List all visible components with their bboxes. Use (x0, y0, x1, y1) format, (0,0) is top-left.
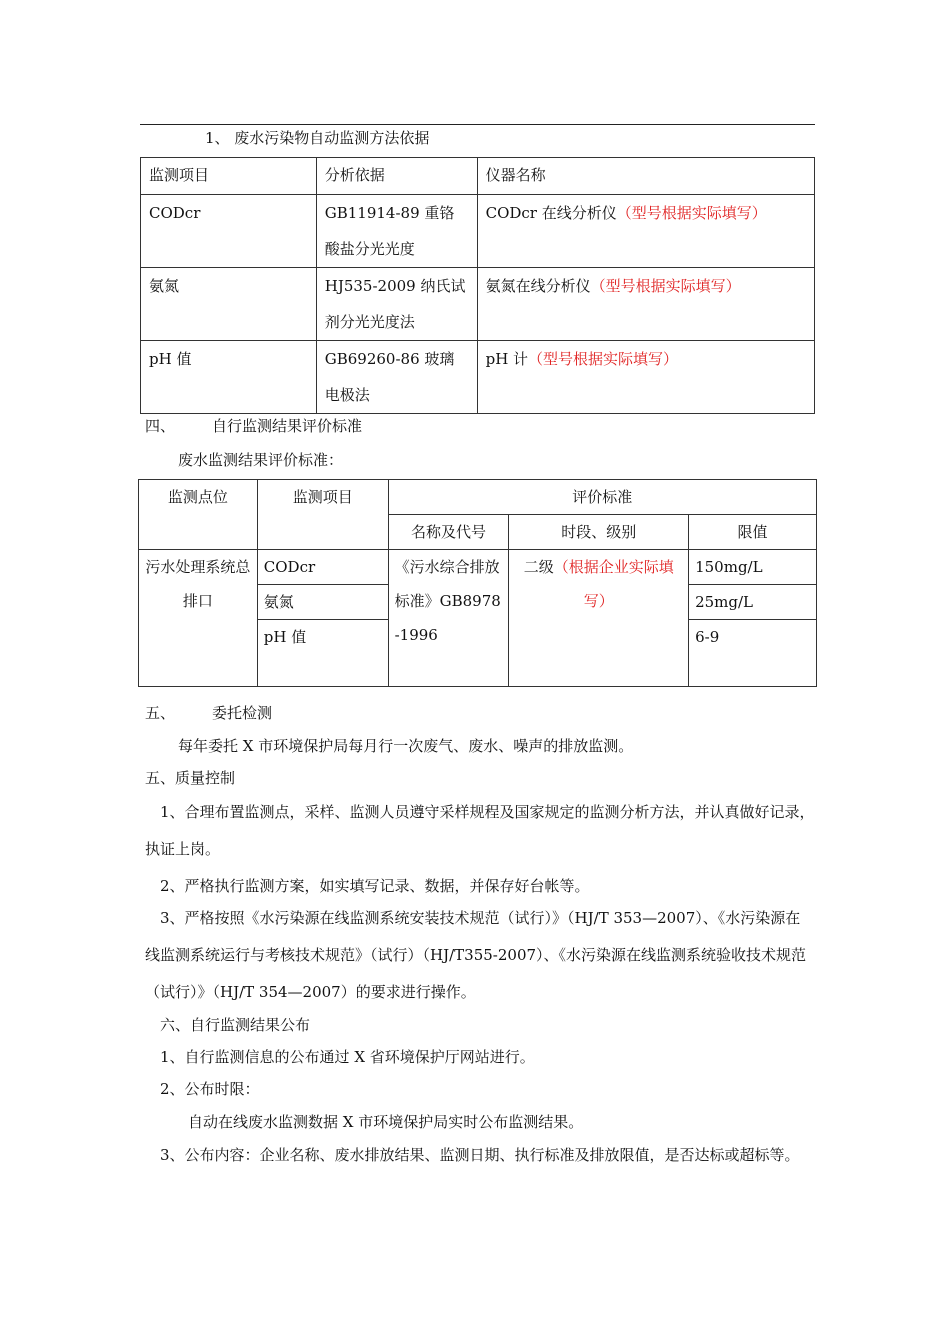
model-note: （型号根据实际填写） (616, 204, 767, 222)
item-cell: pH 值 (141, 341, 317, 414)
publish-item-2: 2、公布时限： (160, 1080, 260, 1098)
item-cell: pH 值 (257, 620, 388, 687)
monitoring-point-cell: 污水处理系统总排口 (139, 550, 258, 687)
method-table (140, 157, 815, 414)
model-note: （型号根据实际填写） (590, 277, 741, 295)
level-value: 二级 (523, 558, 554, 576)
instrument-cell (477, 268, 814, 341)
publish-item-2-text: 自动在线废水监测数据 X 市环境保护局实时公布监测结果。 (188, 1113, 584, 1131)
basis-cell: GB69260-86 玻璃电极法 (316, 341, 477, 414)
limit-cell: 6-9 (689, 620, 817, 687)
instrument-name: pH 计 (485, 350, 529, 368)
section-4-title: 自行监测结果评价标准 (212, 417, 363, 435)
instrument-name: CODcr 在线分析仪 (485, 204, 617, 222)
section-4-number: 四、 (145, 417, 176, 435)
section-4-subtitle: 废水监测结果评价标准： (178, 451, 344, 469)
evaluation-table (138, 479, 817, 687)
model-note: （型号根据实际填写） (528, 350, 679, 368)
basis-cell: HJ535-2009 纳氏试剂分光光度法 (316, 268, 477, 341)
header-item: 监测项目 (141, 158, 317, 195)
section-1-title: 1、 废水污染物自动监测方法依据 (205, 129, 430, 147)
qc-item-1: 1、合理布置监测点，采样、监测人员遵守采样规程及国家规定的监测分析方法，并认真做好记录，执证上岗。 (145, 803, 815, 858)
instrument-cell (477, 195, 814, 268)
standard-name-cell: 《污水综合排放标准》GB8978-1996 (388, 550, 509, 687)
level-note: （根据企业实际填写） (553, 558, 674, 610)
item-cell: 氨氮 (141, 268, 317, 341)
header-level: 时段、级别 (509, 515, 689, 550)
qc-item-2: 2、严格执行监测方案，如实填写记录、数据，并保存好台帐等。 (160, 877, 590, 895)
header-item: 监测项目 (257, 480, 388, 550)
limit-cell: 25mg/L (689, 585, 817, 620)
header-rule (140, 124, 815, 125)
item-cell: CODcr (141, 195, 317, 268)
section-6-title: 六、自行监测结果公布 (160, 1016, 311, 1034)
publish-item-3: 3、公布内容：企业名称、废水排放结果、监测日期、执行标准及排放限值，是否达标或超标等。 (160, 1146, 800, 1164)
section-5a-text: 每年委托 X 市环境保护局每月行一次废气、废水、噪声的排放监测。 (178, 737, 634, 755)
header-standard: 评价标准 (388, 480, 816, 515)
instrument-name: 氨氮在线分析仪 (485, 277, 591, 295)
header-limit: 限值 (689, 515, 817, 550)
item-cell: 氨氮 (257, 585, 388, 620)
header-instrument: 仪器名称 (477, 158, 814, 195)
header-basis: 分析依据 (316, 158, 477, 195)
qc-item-3: 3、严格按照《水污染源在线监测系统安装技术规范（试行）》（HJ/T 353—2007）、《水污染源在线监测系统运行与考核技术规范》（试行）（HJ/T355-2007）、《水污染源在线监测系统验收技术规范（试行）》（HJ/T 354—2007）的要求进行操作。 (145, 909, 807, 1001)
section-5b-title: 五、质量控制 (145, 769, 236, 787)
header-point: 监测点位 (139, 480, 258, 550)
instrument-cell (477, 341, 814, 414)
publish-item-1: 1、自行监测信息的公布通过 X 省环境保护厅网站进行。 (160, 1048, 535, 1066)
section-5a-title: 委托检测 (212, 704, 273, 722)
level-cell (509, 550, 689, 687)
section-5a-number: 五、 (145, 704, 176, 722)
item-cell: CODcr (257, 550, 388, 585)
basis-cell: GB11914-89 重铬酸盐分光光度 (316, 195, 477, 268)
limit-cell: 150mg/L (689, 550, 817, 585)
header-standard-name: 名称及代号 (388, 515, 509, 550)
